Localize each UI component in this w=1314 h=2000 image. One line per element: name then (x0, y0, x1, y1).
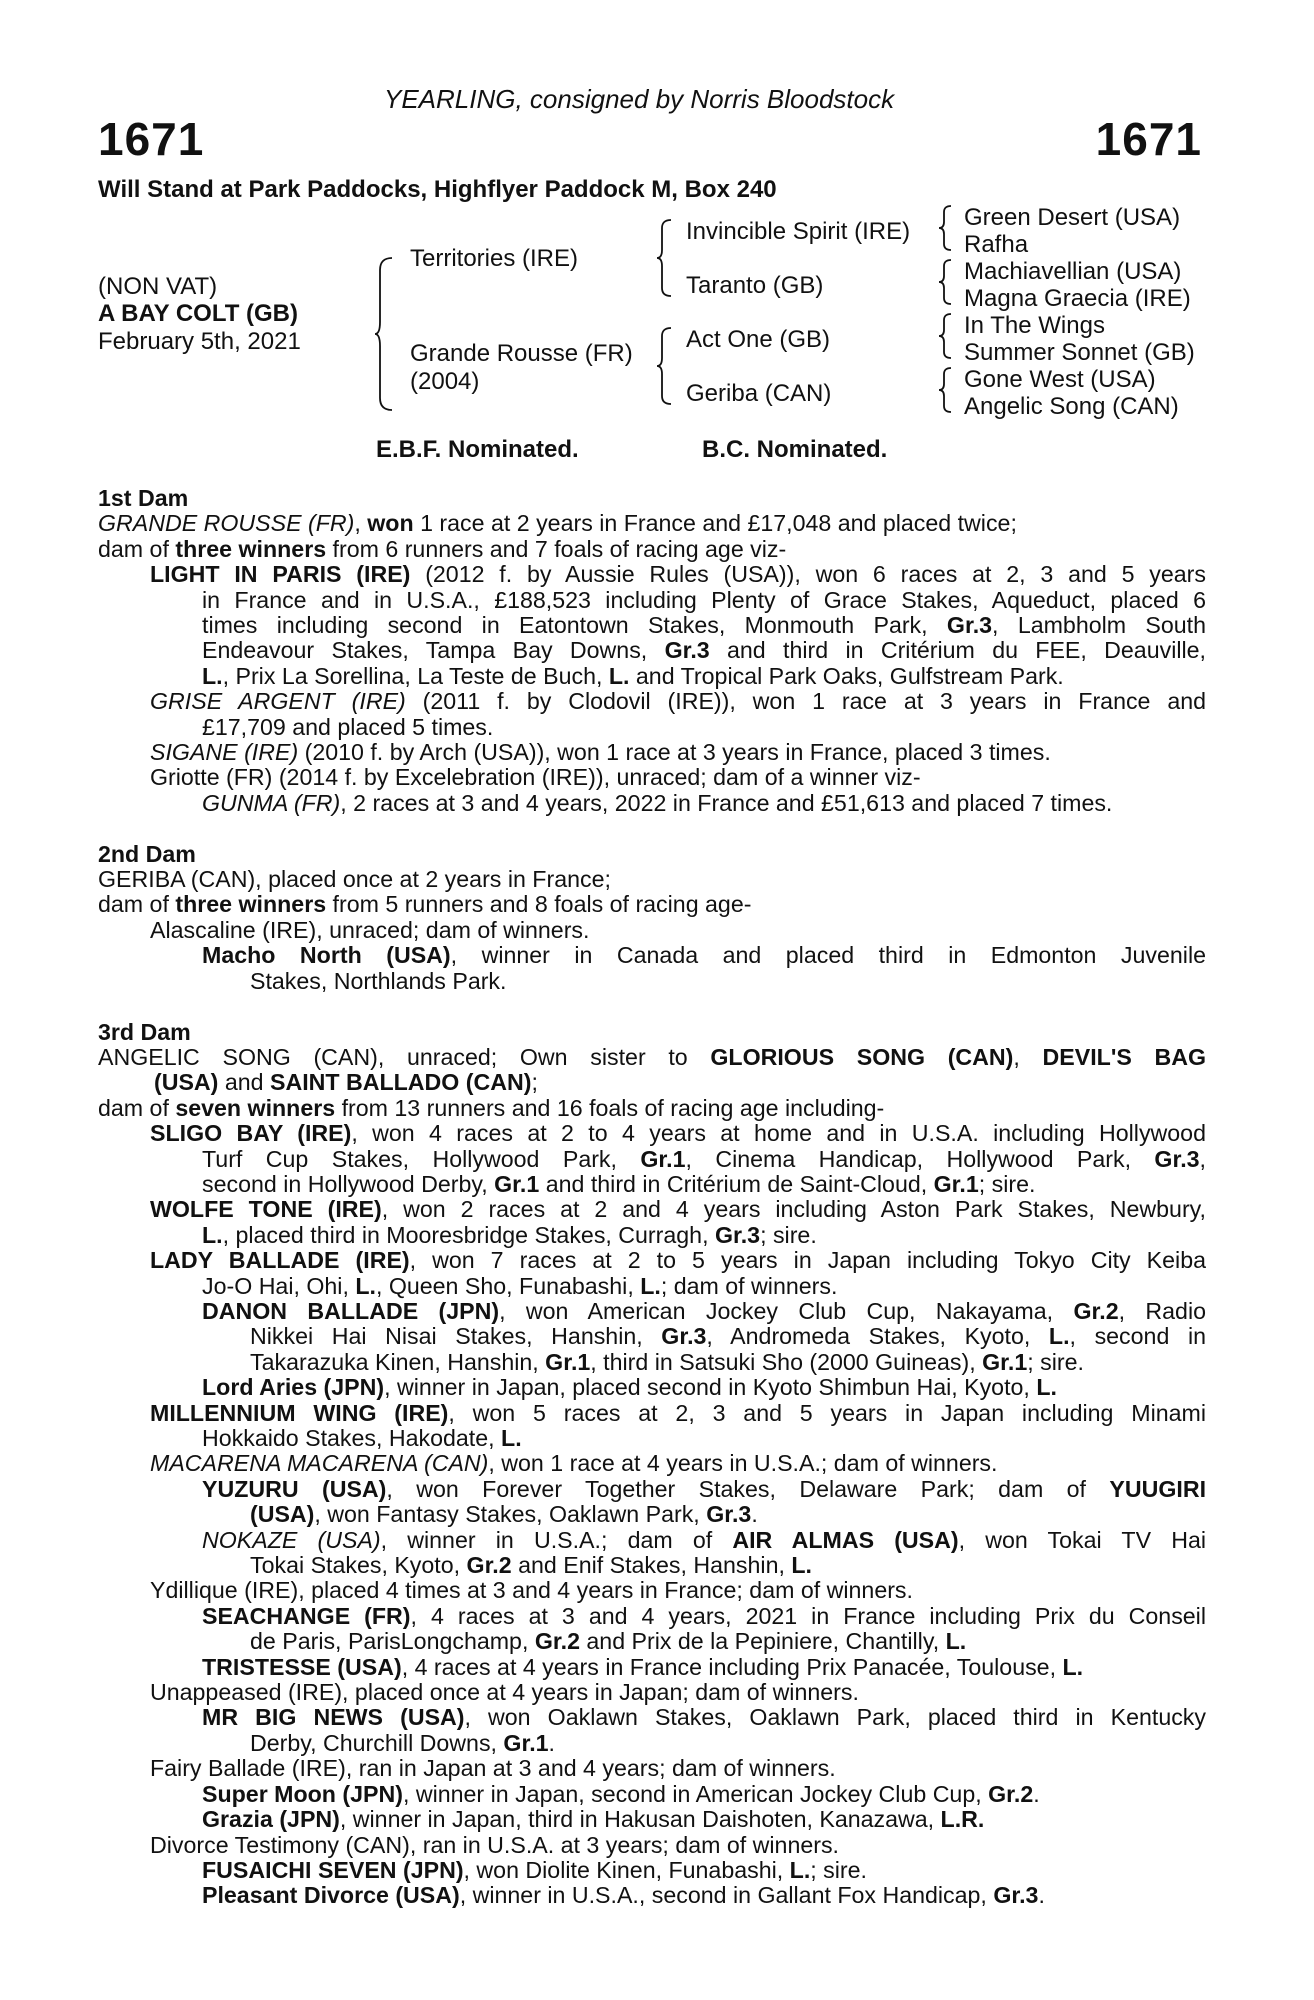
dam-name: Grande Rousse (FR) (410, 340, 633, 367)
sire-sire-name: Invincible Spirit (IRE) (686, 218, 911, 245)
third-dam-line: Lord Aries (JPN), winner in Japan, placed second in Kyoto Shimbun Hai, Kyoto, L. (202, 1375, 1057, 1401)
lot-number-right: 1671 (1095, 113, 1202, 165)
first-dam-line: GUNMA (FR), 2 races at 3 and 4 years, 2022 in France and £51,613 and placed 7 times. (202, 790, 1113, 816)
first-dam-line: dam of three winners from 6 runners and 7 foals of racing age viz- (98, 536, 787, 562)
dam-dam-name: Geriba (CAN) (686, 380, 832, 407)
catalogue-body (98, 486, 1206, 1909)
third-dam-line: Turf Cup Stakes, Hollywood Park, Gr.1, Cinema Handicap, Hollywood Park, Gr.3, (202, 1146, 1206, 1172)
pedigree-brace-sire (656, 218, 674, 298)
third-dam-line: FUSAICHI SEVEN (JPN), won Diolite Kinen, Funabashi, L.; sire. (202, 1857, 867, 1883)
third-dam-line: Super Moon (JPN), winner in Japan, second in American Jockey Club Cup, Gr.2. (202, 1781, 1040, 1807)
pedigree-brace-g3 (938, 312, 954, 360)
second-dam-line: GERIBA (CAN), placed once at 2 years in France; (98, 867, 611, 893)
second-dam-line: Alascaline (IRE), unraced; dam of winners. (150, 917, 590, 943)
third-dam-line: MACARENA MACARENA (CAN), won 1 race at 4 years in U.S.A.; dam of winners. (150, 1451, 998, 1477)
pedigree-brace-g2 (938, 258, 954, 306)
gen3-ancestor-4: Magna Graecia (IRE) (964, 285, 1191, 312)
third-dam-line: Nikkei Hai Nisai Stakes, Hanshin, Gr.3, Andromeda Stakes, Kyoto, L., second in (250, 1324, 1206, 1350)
second-dam-heading: 2nd Dam (98, 841, 196, 867)
horse-name: A BAY COLT (GB) (98, 300, 299, 327)
first-dam-line: Endeavour Stakes, Tampa Bay Downs, Gr.3 and third in Critérium du FEE, Deauville, (202, 638, 1206, 664)
lot-number-left: 1671 (98, 113, 205, 165)
third-dam-line: Unappeased (IRE), placed once at 4 years in Japan; dam of winners. (150, 1680, 859, 1706)
third-dam-line: Ydillique (IRE), placed 4 times at 3 and 4 years in France; dam of winners. (150, 1578, 913, 1604)
sire-name: Territories (IRE) (410, 245, 579, 272)
third-dam-line: Hokkaido Stakes, Hakodate, L. (202, 1426, 522, 1451)
gen3-ancestor-7: Gone West (USA) (964, 366, 1156, 393)
third-dam-line: SEACHANGE (FR), 4 races at 3 and 4 years, 2021 in France including Prix du Conseil (202, 1603, 1206, 1629)
sire-dam-name: Taranto (GB) (686, 272, 824, 299)
section-gap (98, 816, 1206, 841)
second-dam-line: Stakes, Northlands Park. (250, 968, 507, 994)
gen3-ancestor-3: Machiavellian (USA) (964, 258, 1182, 285)
third-dam-line: de Paris, ParisLongchamp, Gr.2 and Prix de la Pepiniere, Chantilly, L. (250, 1629, 967, 1655)
third-dam-line: YUZURU (USA), won Forever Together Stakes, Delaware Park; dam of YUUGIRI (202, 1476, 1206, 1502)
third-dam-line: second in Hollywood Derby, Gr.1 and third in Critérium de Saint-Cloud, Gr.1; sire. (202, 1171, 1036, 1197)
gen3-ancestor-1: Green Desert (USA) (964, 204, 1181, 231)
first-dam-line: GRISE ARGENT (IRE) (2011 f. by Clodovil (IRE)), won 1 race at 3 years in France and (150, 689, 1206, 715)
third-dam-line: DANON BALLADE (JPN), won American Jockey Club Cup, Nakayama, Gr.2, Radio (202, 1298, 1206, 1324)
first-dam-heading: 1st Dam (98, 486, 189, 511)
third-dam-line: Divorce Testimony (CAN), ran in U.S.A. at 3 years; dam of winners. (150, 1832, 839, 1858)
pedigree-brace-dam (656, 326, 674, 406)
consignment-line: YEARLING, consigned by Norris Bloodstock (384, 84, 895, 114)
third-dam-line: MILLENNIUM WING (IRE), won 5 races at 2, 3 and 5 years in Japan including Minami (150, 1400, 1206, 1426)
third-dam-line: TRISTESSE (USA), 4 races at 4 years in France including Prix Panacée, Toulouse, L. (202, 1654, 1084, 1680)
third-dam-line: MR BIG NEWS (USA), won Oaklawn Stakes, Oaklawn Park, placed third in Kentucky (202, 1705, 1206, 1731)
third-dam-heading: 3rd Dam (98, 1019, 191, 1045)
bc-nominated: B.C. Nominated. (702, 436, 888, 463)
third-dam-line: LADY BALLADE (IRE), won 7 races at 2 to 5 years in Japan including Tokyo City Keiba (150, 1248, 1206, 1274)
third-dam-line: ANGELIC SONG (CAN), unraced; Own sister to GLORIOUS SONG (CAN), DEVIL'S BAG (98, 1044, 1206, 1070)
third-dam-line: NOKAZE (USA), winner in U.S.A.; dam of AIR ALMAS (USA), won Tokai TV Hai (202, 1527, 1206, 1553)
ebf-nominated: E.B.F. Nominated. (376, 436, 579, 463)
dam-foaled-year: (2004) (410, 368, 480, 395)
first-dam-line: in France and in U.S.A., £188,523 including Plenty of Grace Stakes, Aqueduct, placed 6 (202, 587, 1206, 613)
third-dam-line: SLIGO BAY (IRE), won 4 races at 2 to 4 years at home and in U.S.A. including Hollywood (150, 1121, 1206, 1147)
first-dam-line: SIGANE (IRE) (2010 f. by Arch (USA)), won 1 race at 3 years in France, placed 3 times. (150, 740, 1051, 766)
third-dam-line: L., placed third in Mooresbridge Stakes, Curragh, Gr.3; sire. (202, 1222, 817, 1248)
third-dam-line: WOLFE TONE (IRE), won 2 races at 2 and 4 years including Aston Park Stakes, Newbury, (150, 1197, 1206, 1223)
third-dam-line: Derby, Churchill Downs, Gr.1. (250, 1730, 555, 1756)
section-gap (98, 994, 1206, 1019)
foaling-date: February 5th, 2021 (98, 328, 301, 355)
pedigree-brace-g1 (938, 204, 954, 252)
pedigree-brace-g4 (938, 366, 954, 414)
gen3-ancestor-5: In The Wings (964, 312, 1105, 339)
dam-sire-name: Act One (GB) (686, 326, 831, 353)
stand-location: Will Stand at Park Paddocks, Highflyer Paddock M, Box 240 (98, 176, 777, 203)
first-dam-line: L., Prix La Sorellina, La Teste de Buch, L. and Tropical Park Oaks, Gulfstream Park. (202, 663, 1064, 689)
gen3-ancestor-2: Rafha (964, 231, 1029, 258)
gen3-ancestor-8: Angelic Song (CAN) (964, 393, 1179, 420)
first-dam-line: GRANDE ROUSSE (FR), won 1 race at 2 years in France and £17,048 and placed twice; (98, 511, 1017, 537)
pedigree-brace-main (374, 256, 396, 412)
third-dam-line: Tokai Stakes, Kyoto, Gr.2 and Enif Stakes, Hanshin, L. (250, 1553, 812, 1579)
third-dam-line: Pleasant Divorce (USA), winner in U.S.A., second in Gallant Fox Handicap, Gr.3. (202, 1883, 1045, 1909)
second-dam-line: dam of three winners from 5 runners and 8 foals of racing age- (98, 892, 752, 918)
third-dam-line: Grazia (JPN), winner in Japan, third in Hakusan Daishoten, Kanazawa, L.R. (202, 1807, 985, 1833)
first-dam-line: £17,709 and placed 5 times. (202, 714, 494, 740)
second-dam-line: Macho North (USA), winner in Canada and placed third in Edmonton Juvenile (202, 943, 1206, 969)
third-dam-line: Jo-O Hai, Ohi, L., Queen Sho, Funabashi, L.; dam of winners. (202, 1273, 838, 1299)
third-dam-line: (USA), won Fantasy Stakes, Oaklawn Park, Gr.3. (250, 1502, 758, 1528)
third-dam-line: dam of seven winners from 13 runners and 16 foals of racing age including- (98, 1095, 885, 1121)
first-dam-line: times including second in Eatontown Stakes, Monmouth Park, Gr.3, Lambholm South (202, 613, 1206, 639)
third-dam-line: Takarazuka Kinen, Hanshin, Gr.1, third in Satsuki Sho (2000 Guineas), Gr.1; sire. (250, 1349, 1084, 1375)
third-dam-line: (USA) and SAINT BALLADO (CAN); (154, 1070, 538, 1096)
vat-status: (NON VAT) (98, 273, 218, 300)
first-dam-line: LIGHT IN PARIS (IRE) (2012 f. by Aussie Rules (USA)), won 6 races at 2, 3 and 5 years (150, 562, 1206, 588)
first-dam-line: Griotte (FR) (2014 f. by Excelebration (IRE)), unraced; dam of a winner viz- (150, 765, 921, 791)
gen3-ancestor-6: Summer Sonnet (GB) (964, 339, 1195, 366)
third-dam-line: Fairy Ballade (IRE), ran in Japan at 3 and 4 years; dam of winners. (150, 1756, 836, 1782)
